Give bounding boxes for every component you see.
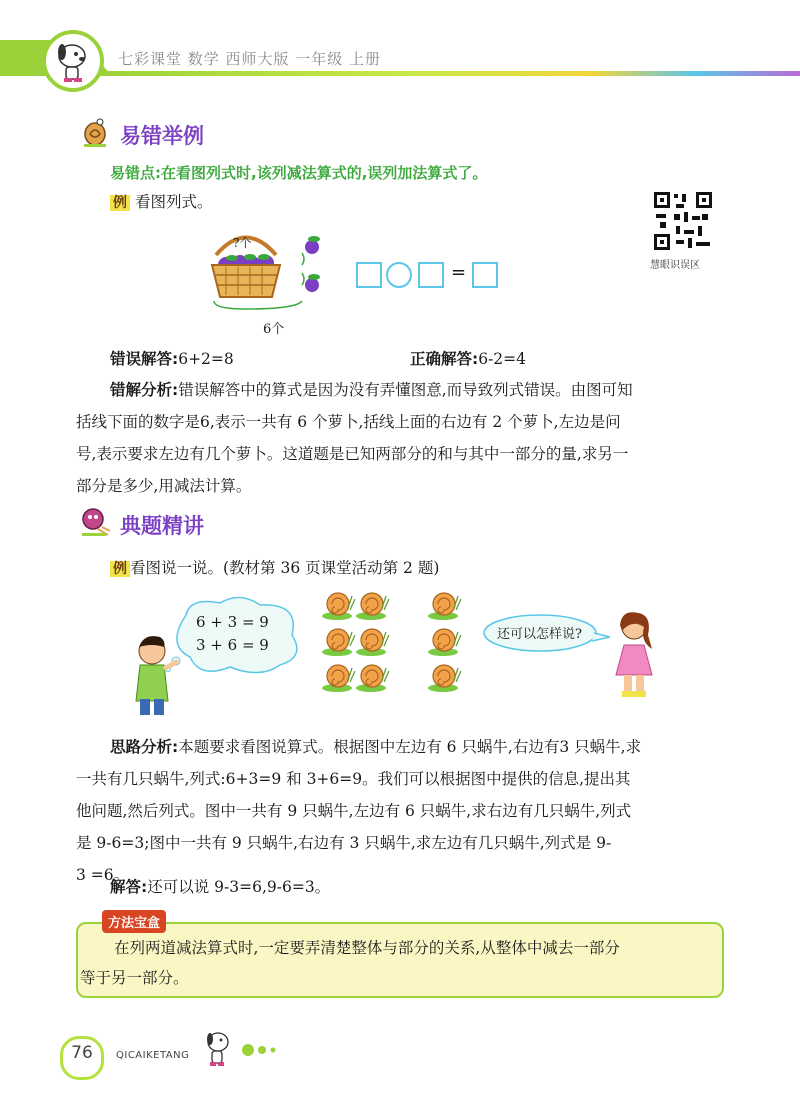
- right-answer-value: 6-2=4: [478, 350, 527, 368]
- example-1: [110, 186, 212, 219]
- total-label: 6个: [263, 322, 285, 337]
- grape-mascot-icon: [78, 505, 112, 537]
- answer-box-3[interactable]: [472, 262, 498, 288]
- example-text: 看图列式。: [134, 193, 213, 211]
- s2-analysis-line-1: 一共有几只蜗牛,列式:6+3=9 和 3+6=9。我们可以根据图中提供的信息,提出其: [76, 770, 631, 788]
- wrong-answer-label: 错误解答:: [110, 350, 179, 368]
- section-title-mistakes: 易错举例: [120, 124, 204, 148]
- answer-box-1[interactable]: [356, 262, 382, 288]
- operator-circle[interactable]: [386, 262, 412, 288]
- s2-analysis-line-3: 是 9-6=3;图中一共有 9 只蜗牛,右边有 3 只蜗牛,求左边有几只蜗牛,列式是 9-: [76, 834, 612, 852]
- error-point-text: 在看图列式时,该列减法算式的,误列加法算式了。: [161, 164, 488, 182]
- s2-answer: [110, 871, 330, 903]
- s2-answer-text: 还可以说 9-3=6,9-6=3。: [147, 878, 331, 896]
- dog-mascot-logo-icon: [42, 30, 104, 92]
- s2-analysis-line-4: 3 =6。: [76, 866, 130, 884]
- example-text-2: 看图说一说。(教材第 36 页课堂活动第 2 题): [130, 559, 440, 577]
- example-tag-2: 例: [110, 561, 130, 577]
- analysis-line-1: 括线下面的数字是6,表示一共有 6 个萝卜,括线上面的右边有 2 个萝卜,左边是问: [76, 413, 621, 431]
- analysis-line-0: 错解分析:错误解答中的算式是因为没有弄懂图意,而导致列式错误。由图可知: [110, 381, 633, 399]
- bubble-line-1: 6 + 3 = 9: [196, 613, 269, 631]
- page-number: 76: [71, 1043, 93, 1063]
- tip-line-1: 在列两道减法算式时,一定要弄清楚整体与部分的关系,从整体中减去一部分: [114, 939, 620, 957]
- error-point-label: 易错点:: [110, 164, 161, 182]
- example-2: [110, 552, 439, 585]
- analysis-label: 错解分析:: [110, 381, 179, 399]
- tip-line-2: 等于另一部分。: [80, 969, 189, 987]
- qr-code-icon[interactable]: [652, 190, 714, 252]
- analysis-line-2: 号,表示要求左边有几个萝卜。这道题是已知两部分的和与其中一部分的量,求另一: [76, 445, 629, 463]
- s2-analysis-label: 思路分析:: [110, 738, 179, 756]
- error-point: [110, 157, 487, 189]
- s2-answer-label: 解答:: [110, 878, 148, 896]
- wrong-answer-value: 6+2=8: [178, 350, 234, 368]
- analysis-line-3: 部分是多少,用减法计算。: [76, 477, 252, 495]
- equals-sign: =: [451, 262, 467, 283]
- snails-illustration: [322, 588, 472, 698]
- method-tip-tag: 方法宝盒: [102, 910, 166, 933]
- bubble-line-2: 3 + 6 = 9: [196, 636, 269, 654]
- wrong-answer: [110, 343, 234, 375]
- s2-analysis-line-0: 思路分析:本题要求看图说算式。根据图中左边有 6 只蜗牛,右边有3 只蜗牛,求: [110, 738, 642, 756]
- header-title: 七彩课堂 数学 西师大版 一年级 上册: [118, 50, 382, 68]
- answer-box-2[interactable]: [418, 262, 444, 288]
- snail-mascot-icon: [80, 116, 110, 148]
- footer-dog-mascot-icon: [200, 1028, 280, 1070]
- s2-analysis-line-2: 他问题,然后列式。图中一共有 9 只蜗牛,左边有 6 只蜗牛,求右边有几只蜗牛,列式: [76, 802, 632, 820]
- right-answer: [410, 343, 526, 375]
- qr-caption: 慧眼识误区: [650, 260, 700, 271]
- basket-question-label: ?个: [233, 236, 252, 250]
- section-title-examples: 典题精讲: [120, 514, 204, 538]
- girl-bubble-text: 还可以怎样说?: [497, 627, 582, 642]
- girl-with-speech-bubble: [482, 605, 682, 700]
- example-tag: 例: [110, 195, 130, 211]
- footer-brand: QICAIKETANG: [116, 1050, 190, 1061]
- basket-radish-illustration: [206, 225, 346, 320]
- right-answer-label: 正确解答:: [410, 350, 479, 368]
